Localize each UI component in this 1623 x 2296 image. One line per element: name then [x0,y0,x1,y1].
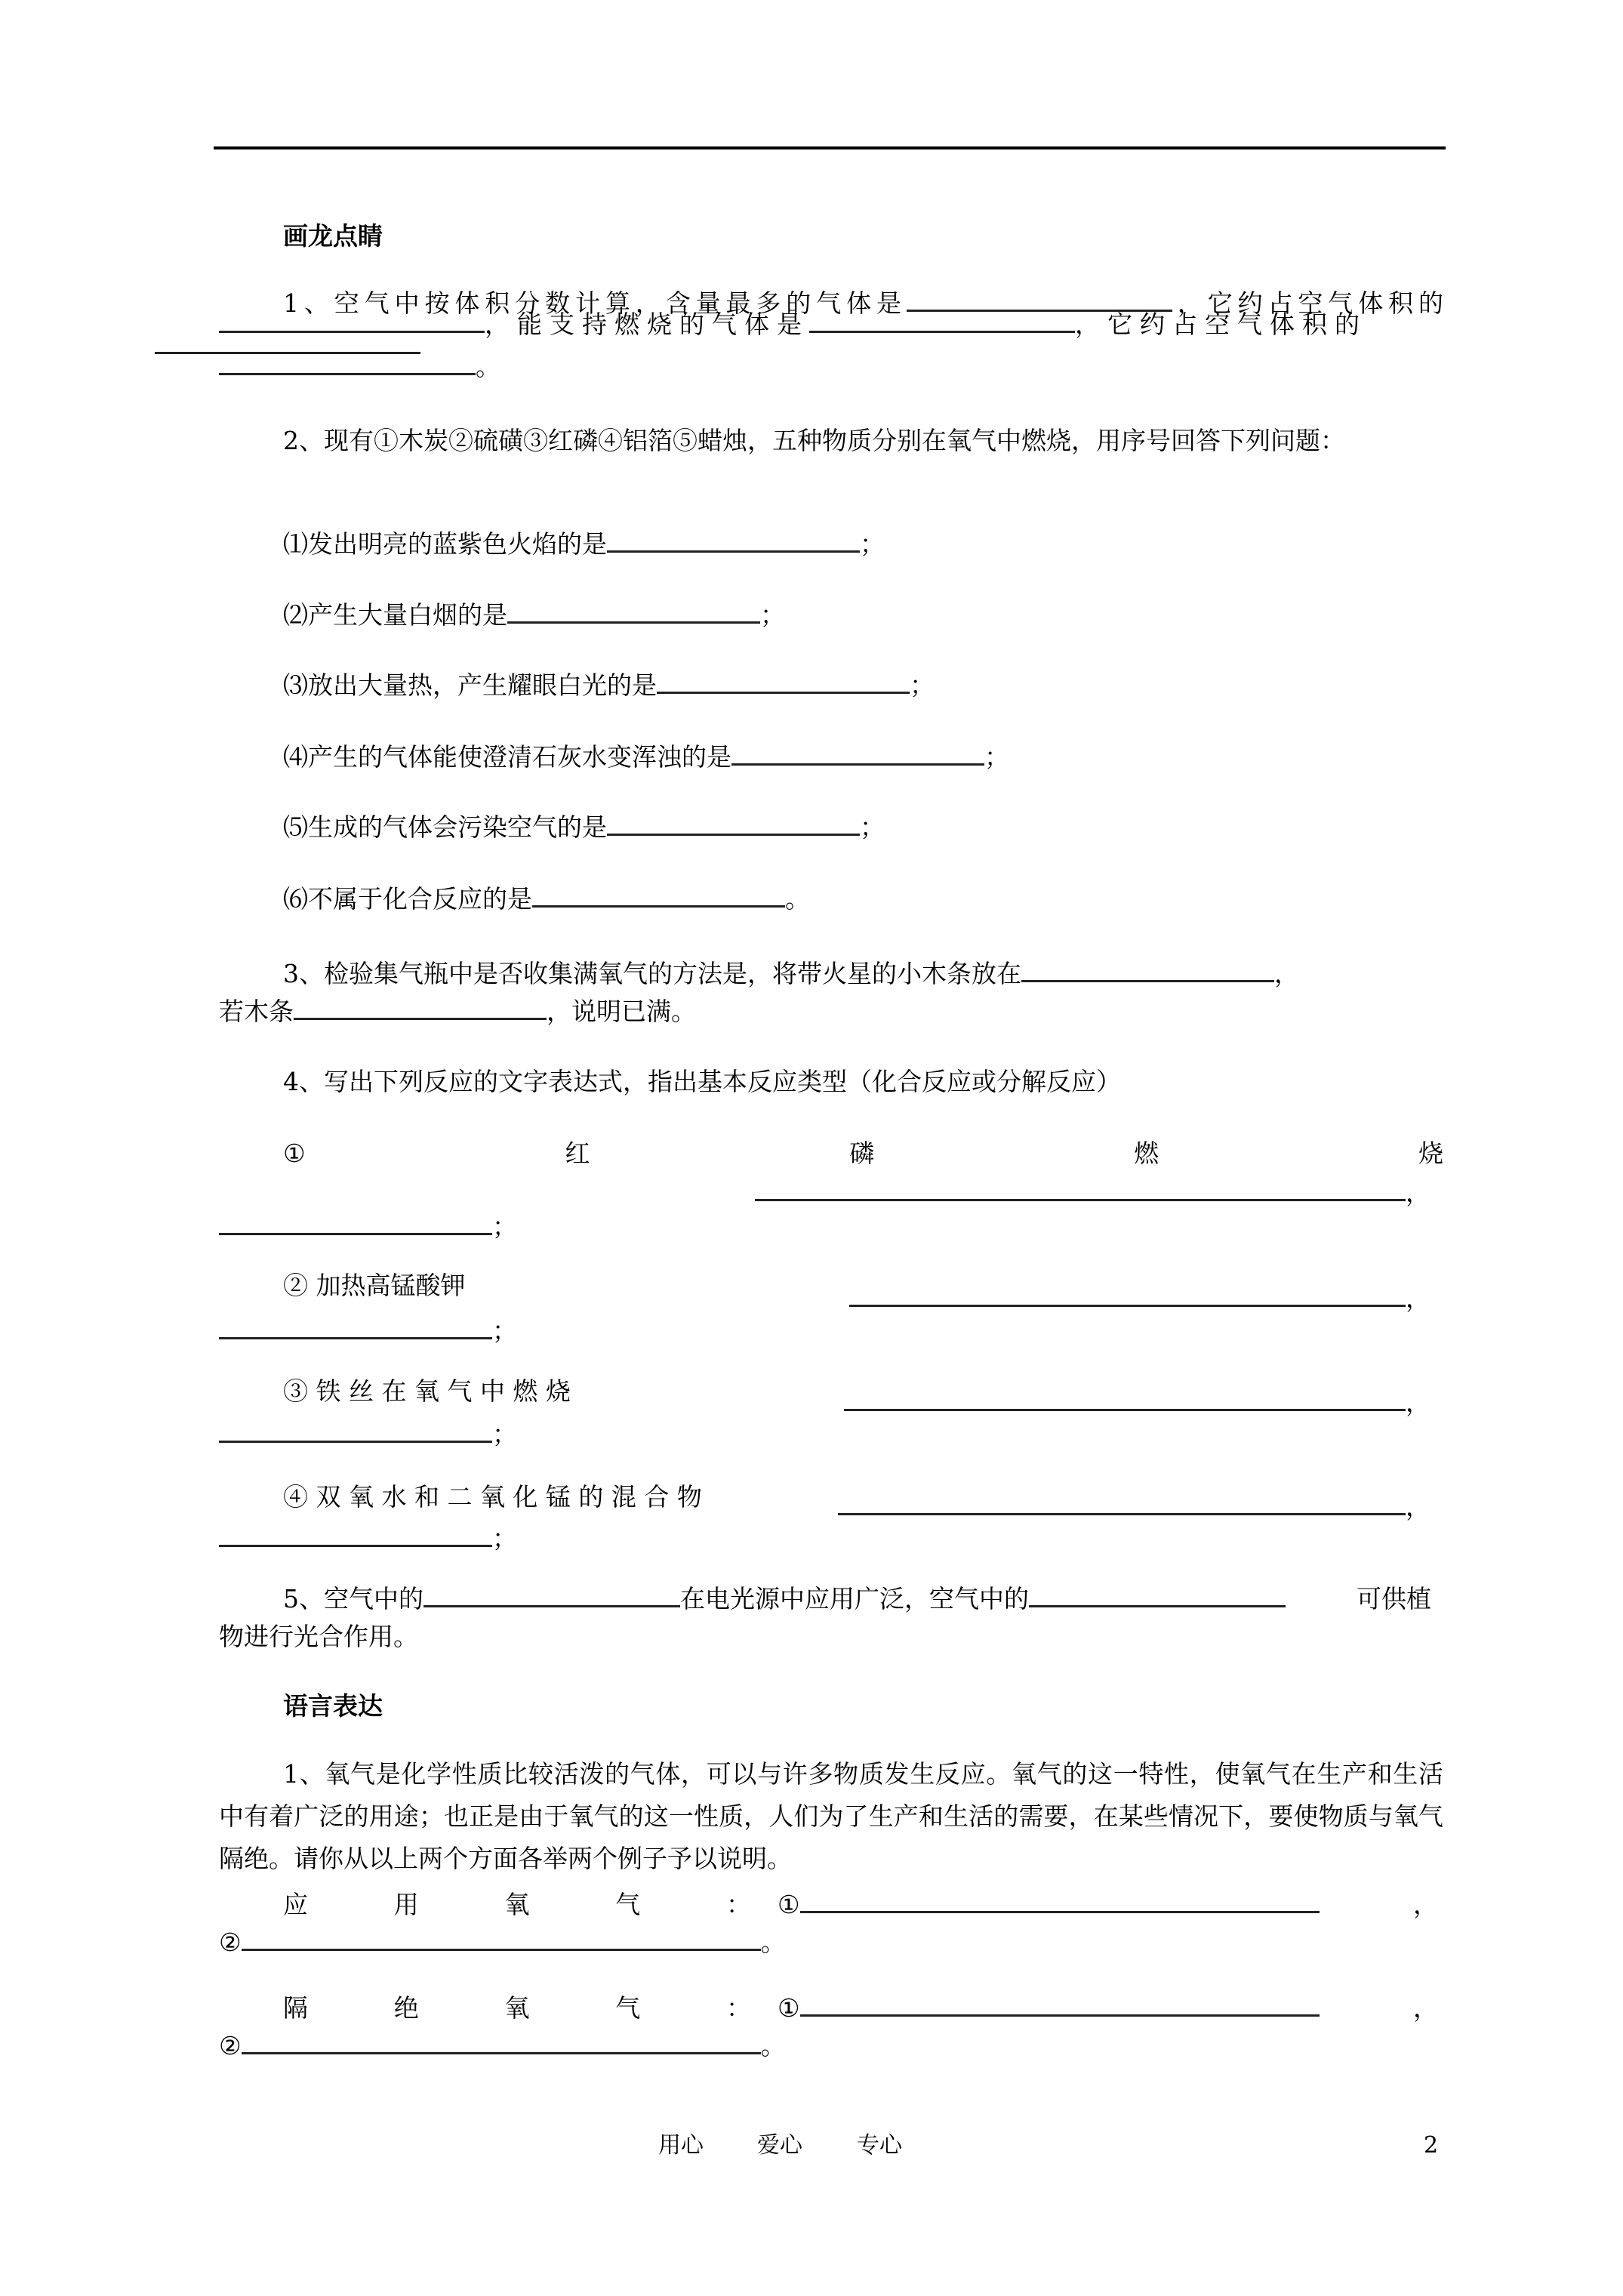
q1-text-e: 。 [476,352,500,381]
q2-item-text: ⑴发出明亮的蓝紫色火焰的是 [283,529,607,559]
q5-text-c-start: 可供植 [1357,1584,1431,1613]
q5-text-c-end: 物进行光合作用。 [219,1622,418,1651]
answer-blank-type[interactable] [219,1416,492,1443]
answer-blank-expression[interactable] [755,1175,1406,1201]
isolate-oxygen-example-2 [219,2025,786,2067]
q2-item-end: ； [760,600,785,630]
q3-text-a: 3、检验集气瓶中是否收集满氧气的方法是，将带火星的小木条放在 [283,959,1021,988]
apply-oxygen-example-1 [778,1884,1320,1926]
q1-text-d: ，它约占空气体积的 [1075,310,1367,339]
circled-1: ① [778,1890,800,1919]
punct-comma: ， [1406,1284,1431,1313]
answer-blank[interactable] [607,526,860,553]
q2-item-5 [283,806,885,849]
q2-item-6 [283,878,810,920]
q1-text-b: ，它约占空气体积的 [1172,288,1444,318]
isolate-comma: ， [1413,1993,1438,2023]
q2-item-text: ⑹不属于化合反应的是 [283,884,532,914]
answer-blank-type[interactable] [219,1313,492,1339]
answer-blank[interactable] [731,739,984,766]
q2-item-3 [283,664,935,707]
isolate-oxygen-example-1 [778,1987,1320,2029]
isolate-oxygen-label [283,1987,751,2029]
q2-item-2 [283,594,785,636]
question-5-line1 [283,1578,1286,1620]
reaction-char: 燃 [1134,1139,1160,1168]
q5-text-b: 在电光源中应用广泛，空气中的 [680,1584,1029,1613]
answer-blank[interactable] [1029,1581,1286,1607]
label-char: 用 [393,1890,419,1919]
answer-blank[interactable] [607,809,860,836]
reaction-char: 烧 [1418,1139,1443,1168]
circled-2: ② [219,2031,242,2060]
reaction-char: 红 [565,1139,590,1168]
reaction-3-label: ③ 铁 丝 在 氧 气 中 燃 烧 [283,1376,571,1406]
punct-period: 。 [760,2031,786,2060]
question-2-stem: 2、现有①木炭②硫磺③红磷④铝箔⑤蜡烛，五种物质分别在氧气中燃烧，用序号回答下列问题： [283,426,1345,455]
q3-text-b: ， [1274,959,1299,988]
circled-2: ② [219,1928,242,1957]
answer-blank[interactable] [809,307,1075,333]
label-char: 气 [615,1890,641,1919]
q2-item-text: ⑶放出大量热，产生耀眼白光的是 [283,670,657,700]
q1-line2 [219,304,1367,346]
label-char: 氧 [504,1890,530,1919]
q5-text-a: 5、空气中的 [283,1584,423,1613]
apply-oxygen-example-2 [219,1922,786,1964]
punct-period: 。 [760,1928,786,1957]
footer-motto-1: 用心 [658,2132,704,2159]
header-rule [214,146,1446,149]
apply-comma: ， [1413,1890,1438,1919]
language-question-1-stem: 1、氧气是化学性质比较活泼的气体，可以与许多物质发生反应。氧气的这一特性，使氧气在生产和生活中有着广泛的用途；也正是由于氧气的这一性质，人们为了生产和生活的需要，在某些情况下，要使物质与氧气隔绝。请你从以上两个方面各举两个例子予以说明。 [219,1759,1443,1873]
label-char: 应 [283,1890,308,1919]
q3-text-c: 若木条 [219,997,294,1026]
punct-semicolon: ； [492,1212,517,1241]
reaction-1-label [283,1133,1443,1175]
answer-blank[interactable] [219,307,485,333]
q1-text-a: 1、空气中按体积分数计算，含量最多的气体是 [283,288,907,318]
answer-blank-expression[interactable] [838,1489,1406,1515]
punct-comma: ， [1406,1492,1431,1521]
reaction-1-expression [755,1172,1431,1214]
reaction-char: ① [283,1139,306,1168]
punct-semicolon: ； [492,1316,517,1345]
circled-1: ① [778,1993,800,2023]
answer-blank[interactable] [800,1990,1320,2017]
q3-text-d: ，说明已满。 [547,997,696,1026]
q2-item-end: ； [910,670,935,700]
page-number: 2 [1424,2132,1439,2159]
answer-blank-expression[interactable] [849,1281,1406,1307]
punct-comma: ， [1406,1388,1431,1417]
question-3-line1 [283,953,1299,995]
reaction-3-expression [844,1382,1431,1424]
answer-blank-type[interactable] [219,1521,492,1547]
reaction-2-expression [849,1277,1431,1320]
answer-blank[interactable] [242,2028,761,2054]
answer-blank[interactable] [800,1887,1320,1913]
q2-item-end: ； [984,742,1009,772]
q2-item-end: 。 [785,884,810,914]
reaction-4-expression [838,1486,1431,1528]
answer-blank[interactable] [507,597,760,624]
reaction-3-type [219,1413,517,1456]
answer-blank[interactable] [532,881,785,908]
apply-oxygen-label [283,1884,751,1926]
reaction-2-label: ② 加热高锰酸钾 [283,1271,466,1300]
q2-item-1 [283,523,885,566]
footer-motto-2: 爱心 [757,2132,802,2159]
answer-blank[interactable] [219,349,476,375]
reaction-char: 磷 [849,1139,875,1168]
punct-semicolon: ； [492,1524,517,1553]
q2-item-4 [283,736,1009,778]
punct-semicolon: ； [492,1419,517,1449]
answer-blank[interactable] [242,1925,761,1951]
section-title-hualongdianjing: 画龙点睛 [283,221,383,251]
reaction-4-type [219,1518,517,1560]
answer-blank[interactable] [1021,956,1274,982]
q2-item-text: ⑷产生的气体能使澄清石灰水变浑浊的是 [283,742,731,772]
label-char: 气 [615,1993,641,2023]
answer-blank[interactable] [294,994,547,1020]
label-char: ： [726,1890,751,1919]
reaction-2-type [219,1310,517,1352]
answer-blank[interactable] [657,667,910,694]
label-char: 隔 [283,1993,308,2023]
label-char: ： [726,1993,751,2023]
section-title-yuyanbiaoda: 语言表达 [283,1691,383,1721]
question-4-stem: 4、写出下列反应的文字表达式，指出基本反应类型（化合反应或分解反应） [283,1067,1121,1096]
answer-blank-type[interactable] [219,1209,492,1235]
answer-blank-expression[interactable] [844,1385,1406,1411]
reaction-4-label: ④ 双 氧 水 和 二 氧 化 锰 的 混 合 物 [283,1482,702,1512]
question-3-line2 [219,991,696,1033]
label-char: 绝 [393,1993,419,2023]
reaction-1-type [219,1206,517,1248]
label-char: 氧 [504,1993,530,2023]
q1-line3 [219,346,500,388]
q2-item-text: ⑵产生大量白烟的是 [283,600,507,630]
footer-motto-3: 专心 [857,2132,902,2159]
q2-item-text: ⑸生成的气体会污染空气的是 [283,812,607,842]
q2-item-end: ； [860,529,885,559]
punct-comma: ， [1406,1178,1431,1207]
q1-text-c: ，能支持燃烧的气体是 [485,310,809,339]
answer-blank[interactable] [423,1581,680,1607]
q2-item-end: ； [860,812,885,842]
